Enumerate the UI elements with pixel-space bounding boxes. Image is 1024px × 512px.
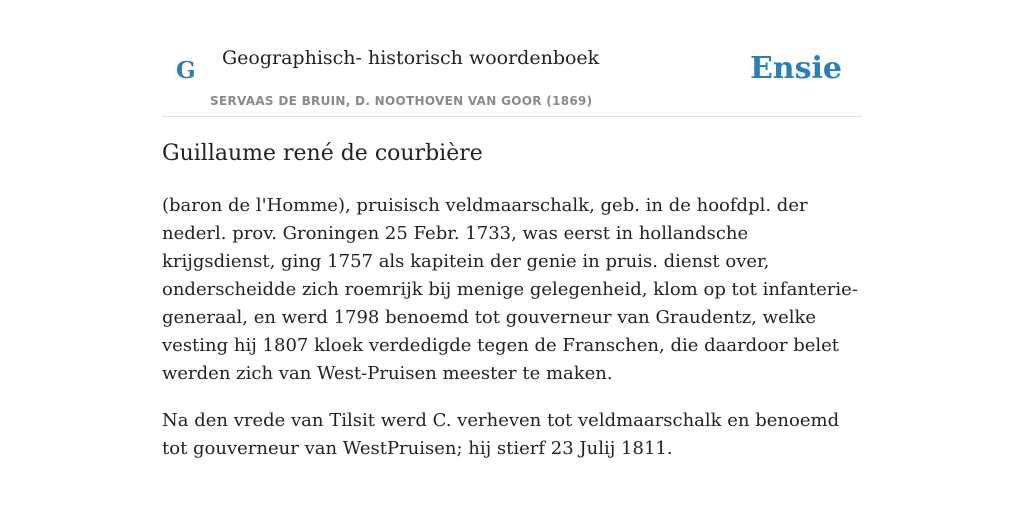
book-icon[interactable]: G <box>176 57 196 84</box>
header <box>162 34 862 117</box>
book-title-link[interactable]: Geographisch- historisch woordenboek <box>222 47 600 69</box>
entry-content <box>162 138 862 463</box>
entry-title: Guillaume rené de courbière <box>162 141 483 166</box>
entry-paragraph: (baron de l'Homme), pruisisch veldmaarschalk, geb. in de hoofdpl. der nederl. prov. Groningen 25 Febr. 1733, was eerst in hollandsche krijgsdienst, ging 1757 als kapitein der genie in pruis. dienst over, onderscheidde zich roemrijk bij menige gelegenheid, klom op tot infanterie-generaal, en werd 1798 benoemd tot gouverneur van Graudentz, welke vesting hij 1807 kloek verdedigde tegen de Franschen, die daardoor belet werden zich van West-Pruisen meester te maken. <box>162 195 858 384</box>
book-author-meta: SERVAAS DE BRUIN, D. NOOTHOVEN VAN GOOR (1869) <box>210 94 593 108</box>
ensie-logo-link[interactable]: Ensie <box>749 51 842 86</box>
entry-paragraph: Na den vrede van Tilsit werd C. verheven tot veldmaarschalk en benoemd tot gouverneur van WestPruisen; hij stierf 23 Julij 1811. <box>162 410 840 459</box>
